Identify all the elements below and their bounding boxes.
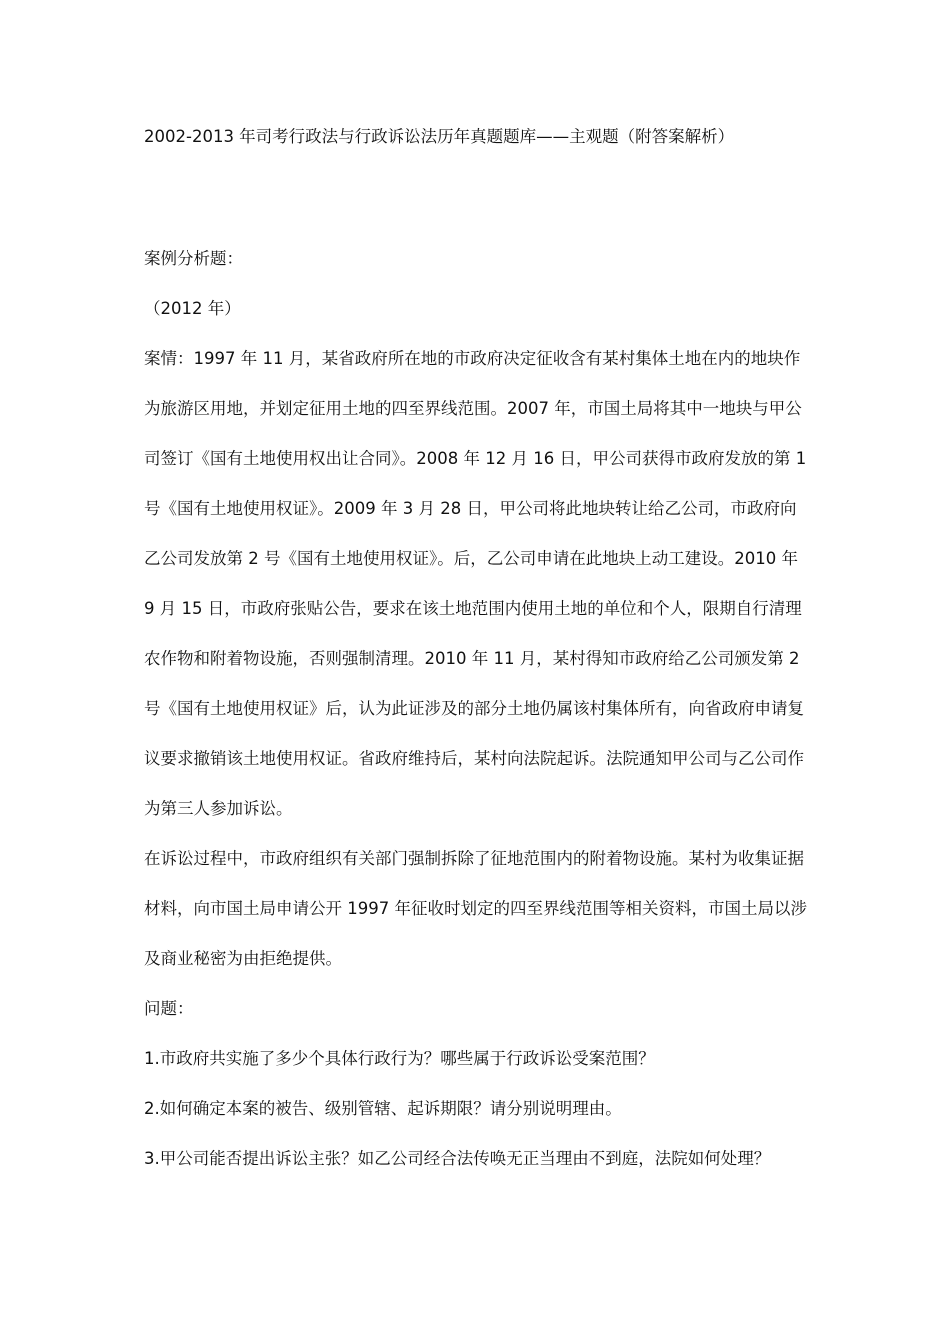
section-label xyxy=(144,234,812,284)
process-line-last: 及商业秘密为由拒绝提供。 xyxy=(144,949,342,968)
case-line: 议要求撤销该土地使用权证。省政府维持后，某村向法院起诉。法院通知甲公司与乙公司作 xyxy=(144,749,804,768)
process-line: 材料，向市国土局申请公开 1997 年征收时划定的四至界线范围等相关资料，市国土局以涉 xyxy=(144,899,807,918)
document-title: 2002-2013 年司考行政法与行政诉讼法历年真题题库——主观题（附答案解析） xyxy=(144,127,735,146)
section-label-text: 案例分析题： xyxy=(144,249,243,268)
case-line: 乙公司发放第 2 号《国有土地使用权证》。后，乙公司申请在此地块上动工建设。2010 年 xyxy=(144,549,798,568)
document-content xyxy=(144,122,812,1184)
case-facts-paragraph xyxy=(144,334,812,834)
case-line: 司签订《国有土地使用权出让合同》。2008 年 12 月 16 日，甲公司获得市政府发放的第 1 xyxy=(144,449,807,468)
questions-list xyxy=(144,1034,812,1184)
year-label xyxy=(144,284,812,334)
litigation-process-paragraph xyxy=(144,834,812,984)
case-line: 农作物和附着物设施，否则强制清理。2010 年 11 月，某村得知市政府给乙公司颁发第 2 xyxy=(144,649,800,668)
case-line: 号《国有土地使用权证》后，认为此证涉及的部分土地仍属该村集体所有，向省政府申请复 xyxy=(144,699,804,718)
case-line-last: 为第三人参加诉讼。 xyxy=(144,799,293,818)
question-item: 1.市政府共实施了多少个具体行政行为？哪些属于行政诉讼受案范围？ xyxy=(144,1049,655,1068)
question-item: 3.甲公司能否提出诉讼主张？如乙公司经合法传唤无正当理由不到庭，法院如何处理？ xyxy=(144,1149,771,1168)
case-line: 案情：1997 年 11 月，某省政府所在地的市政府决定征收含有某村集体土地在内的地块作 xyxy=(144,349,801,368)
year-label-text: （2012 年） xyxy=(144,299,241,318)
question-item: 2.如何确定本案的被告、级别管辖、起诉期限？请分别说明理由。 xyxy=(144,1099,622,1118)
case-line: 9 月 15 日，市政府张贴公告，要求在该土地范围内使用土地的单位和个人，限期自行清理 xyxy=(144,599,802,618)
title-spacing xyxy=(144,152,812,234)
process-line: 在诉讼过程中，市政府组织有关部门强制拆除了征地范围内的附着物设施。某村为收集证据 xyxy=(144,849,804,868)
case-line: 为旅游区用地，并划定征用土地的四至界线范围。2007 年，市国土局将其中一地块与甲公 xyxy=(144,399,802,418)
case-line: 号《国有土地使用权证》。2009 年 3 月 28 日，甲公司将此地块转让给乙公司，市政府向 xyxy=(144,499,797,518)
questions-label xyxy=(144,984,812,1034)
questions-label-text: 问题： xyxy=(144,999,194,1018)
